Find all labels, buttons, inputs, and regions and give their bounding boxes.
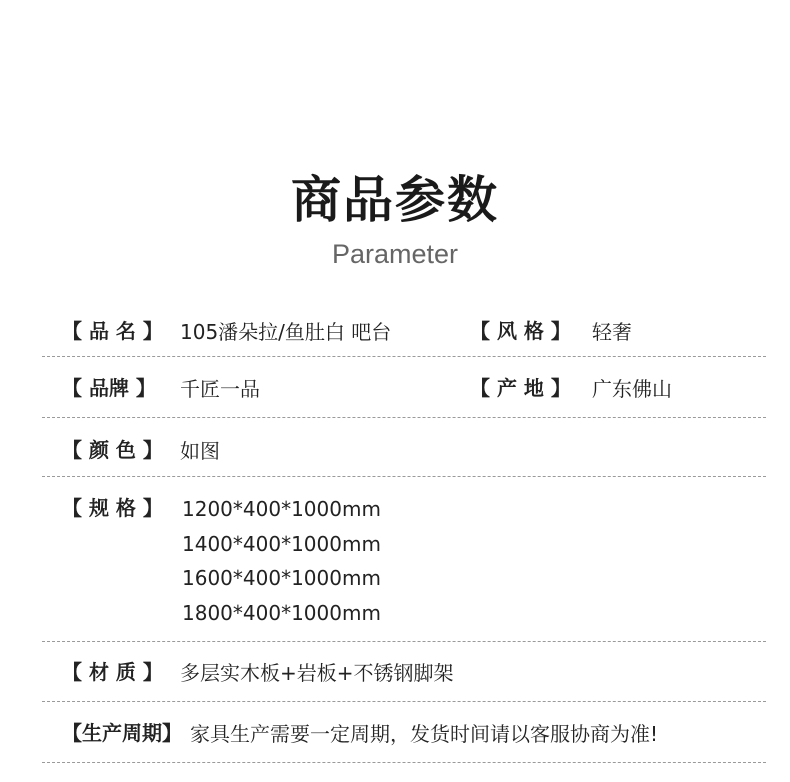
spec-item: 1400*400*1000mm	[182, 531, 381, 556]
param-value-material: 多层实木板+岩板+不锈钢脚架	[180, 661, 454, 685]
page-subtitle: Parameter	[331, 239, 459, 269]
param-label-spec: 【 规 格 】	[62, 496, 163, 520]
param-label-material: 【 材 质 】	[62, 660, 163, 684]
param-label-brand: 【 品牌 】	[62, 376, 156, 400]
separator	[42, 701, 766, 702]
param-value-origin: 广东佛山	[592, 377, 672, 401]
param-value-color: 如图	[180, 439, 220, 463]
param-value-style: 轻奢	[592, 320, 632, 344]
separator	[42, 356, 766, 357]
param-label-color: 【 颜 色 】	[62, 438, 163, 462]
param-label-origin: 【 产 地 】	[470, 376, 571, 400]
param-label-name: 【 品 名 】	[62, 319, 163, 343]
separator	[42, 417, 766, 418]
param-value-brand: 千匠一品	[180, 377, 260, 401]
spec-item: 1800*400*1000mm	[182, 600, 381, 625]
param-value-cycle: 家具生产需要一定周期，发货时间请以客服协商为准!	[190, 722, 659, 746]
param-label-style: 【 风 格 】	[470, 319, 571, 343]
page-title: 商品参数	[291, 171, 499, 229]
param-label-cycle: 【生产周期】	[62, 721, 182, 745]
param-value-name: 105潘朵拉/鱼肚白 吧台	[180, 320, 392, 344]
separator	[42, 641, 766, 642]
param-value-spec-list	[182, 492, 381, 630]
separator	[42, 762, 766, 763]
separator	[42, 476, 766, 477]
spec-item: 1600*400*1000mm	[182, 566, 381, 590]
spec-item: 1200*400*1000mm	[182, 497, 381, 521]
